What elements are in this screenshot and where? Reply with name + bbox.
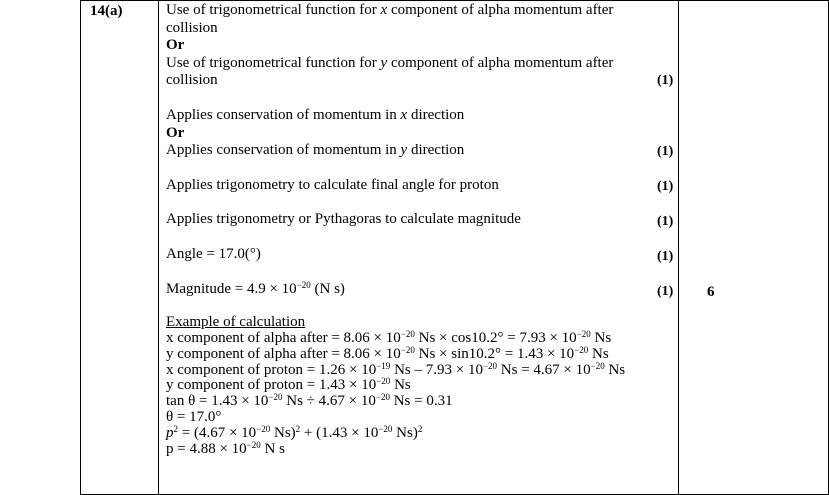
mark-value: (1) (657, 214, 674, 229)
mark-point-text: collision (166, 72, 218, 89)
calc-line: $p = 4.88 \times 10^{-20}$ N s (166, 439, 285, 457)
column-divider (678, 0, 679, 495)
calc-line: y component of proton = $1.43 \times 10^{-20}$ Ns (166, 376, 411, 394)
mark-value: (1) (657, 144, 674, 159)
mark-value: (1) (657, 179, 674, 194)
example-title: Example of calculation (166, 314, 306, 331)
mark-point-text: Applies trigonometry or Pythagoras to calculate magnitude (166, 211, 521, 228)
total-marks: 6 (707, 284, 715, 300)
mark-point-text: Magnitude = $4.9 \times 10^{-20}$ (N s) (166, 279, 345, 297)
or-label: Or (166, 124, 185, 141)
column-divider (80, 0, 81, 495)
calc-line: y component of alpha after = $8.06 \times 10^{-20}$ $Ns \times \sin 10.2^\circ = 1.43 \times 10^{-20}$ Ns (166, 344, 609, 362)
calc-line: x component of proton = $1.26 \times 10^{-19}$ $Ns - 7.93 \times 10^{-20}$ $Ns = 4.67 \times 10^{-20}$ Ns (166, 360, 626, 378)
mark-point-text: collision (166, 19, 218, 36)
mark-value: (1) (657, 73, 674, 88)
column-divider (158, 0, 159, 495)
mark-value: (1) (657, 284, 674, 299)
mark-point-text: Applies trigonometry to calculate final angle for proton (166, 176, 499, 193)
question-number: 14(a) (90, 3, 123, 19)
mark-point-text: Applies conservation of momentum in y direction (166, 142, 465, 159)
calc-line: θ = 17.0° (166, 408, 222, 425)
example-calculation (166, 315, 666, 457)
mark-point-text: Applies conservation of momentum in x direction (166, 106, 465, 123)
calc-line: $\tan \theta = 1.43 \times 10^{-20}$ $Ns \div 4.67 \times 10^{-20}$ Ns = 0.31 (166, 392, 453, 410)
answer-cell (166, 2, 666, 457)
mark-point-text: Use of trigonometrical function for x component of alpha momentum after (166, 2, 614, 18)
mark-value: (1) (657, 249, 674, 264)
or-label: Or (166, 37, 185, 54)
calc-line: x component of alpha after = $8.06 \times 10^{-20}$ $Ns \times \cos 10.2^\circ = 7.93 \times 10^{-20}$ Ns (166, 328, 612, 346)
table-top-border (80, 0, 829, 1)
mark-point-text: Use of trigonometrical function for y component of alpha momentum after (166, 54, 614, 71)
mark-point-text: Angle = 17.0(°) (166, 245, 261, 262)
calc-line: $p^2 = (4.67 \times 10^{-20}$ $Ns)^2 + (1.43 \times 10^{-20}$ Ns)$^2$ (166, 423, 423, 441)
